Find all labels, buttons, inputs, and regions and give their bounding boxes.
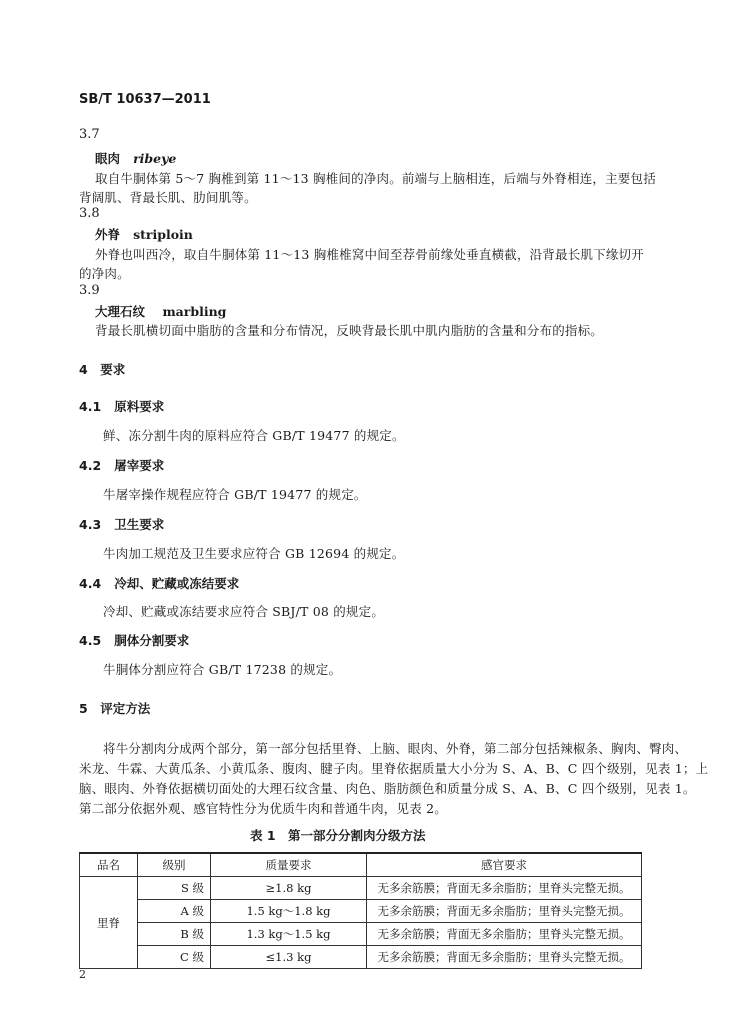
clause-4-1-heading <box>79 397 164 415</box>
clause-3-7-term <box>95 149 176 167</box>
sensory-cell: 无多余筋膜；背面无多余脂肪；里脊头完整无损。 <box>367 900 642 923</box>
header-cell: 质量要求 <box>211 853 367 877</box>
clause-4-5-heading <box>79 631 189 649</box>
chapter-5-line: 脑、眼肉、外脊依据横切面处的大理石纹含量、肉色、脂肪颜色和质量分成 S、A、B、C 四个级别，见表 1。 <box>79 781 696 796</box>
sensory-cell: 无多余筋膜；背面无多余脂肪；里脊头完整无损。 <box>367 923 642 946</box>
clause-4-4-text: 冷却、贮藏或冻结要求应符合 SBJ/T 08 的规定。 <box>103 604 385 619</box>
clause-title: 冷却、贮藏或冻结要求 <box>114 576 240 591</box>
clause-4-3-text: 牛肉加工规范及卫生要求应符合 GB 12694 的规定。 <box>103 546 405 561</box>
table-1-caption: 表 1 第一部分分割肉分级方法 <box>250 828 426 843</box>
clause-title: 屠宰要求 <box>114 458 165 473</box>
clause-4-2-text: 牛屠宰操作规程应符合 GB/T 19477 的规定。 <box>103 487 367 502</box>
table-header-row <box>80 853 642 877</box>
chapter-4-heading: 4 要求 <box>79 362 126 377</box>
clause-title: 原料要求 <box>114 399 165 414</box>
clause-3-7-line: 背阔肌、背最长肌、肋间肌等。 <box>79 190 257 205</box>
table-row <box>80 946 642 969</box>
mass-cell: 1.5 kg～1.8 kg <box>211 900 367 923</box>
grade-cell: C 级 <box>138 946 211 969</box>
table-row <box>80 877 642 900</box>
header-cell: 感官要求 <box>367 853 642 877</box>
clause-3-9-line: 背最长肌横切面中脂肪的含量和分布情况，反映背最长肌中肌内脂肪的含量和分布的指标。 <box>95 323 604 338</box>
mass-cell: ≤1.3 kg <box>211 946 367 969</box>
header-cell: 级别 <box>138 853 211 877</box>
sensory-cell: 无多余筋膜；背面无多余脂肪；里脊头完整无损。 <box>367 877 642 900</box>
grade-cell: B 级 <box>138 923 211 946</box>
clause-number: 4.4 <box>79 576 102 591</box>
page-number: 2 <box>79 968 86 981</box>
clause-4-1-text: 鲜、冻分割牛肉的原料应符合 GB/T 19477 的规定。 <box>103 428 405 443</box>
clause-title: 胴体分割要求 <box>114 633 190 648</box>
clause-3-7-number: 3.7 <box>79 127 100 142</box>
grade-cell: A 级 <box>138 900 211 923</box>
standard-number: SB/T 10637—2011 <box>79 92 211 107</box>
chapter-5-heading: 5 评定方法 <box>79 701 151 716</box>
mass-cell: ≥1.8 kg <box>211 877 367 900</box>
chapter-5-line: 米龙、牛霖、大黄瓜条、小黄瓜条、腹肉、腱子肉。里脊依据质量大小分为 S、A、B、C 四个级别，见表 1；上 <box>79 761 709 776</box>
clause-3-9-term <box>95 302 226 320</box>
term-en: striploin <box>133 227 193 242</box>
clause-4-3-heading <box>79 515 164 533</box>
table-1 <box>79 852 642 969</box>
clause-3-8-line: 外脊也叫西冷，取自牛胴体第 11～13 胸椎椎窝中间至荐骨前缘处垂直横截，沿背最长肌下缘切开 <box>95 247 644 262</box>
clause-3-8-line: 的净肉。 <box>79 266 130 281</box>
header-cell: 品名 <box>80 853 138 877</box>
chapter-5-line: 将牛分割肉分成两个部分，第一部分包括里脊、上脑、眼肉、外脊，第二部分包括辣椒条、胸肉、臀肉、 <box>103 741 688 756</box>
clause-3-9-number: 3.9 <box>79 283 100 298</box>
mass-cell: 1.3 kg～1.5 kg <box>211 923 367 946</box>
sensory-cell: 无多余筋膜；背面无多余脂肪；里脊头完整无损。 <box>367 946 642 969</box>
term-en: marbling <box>162 304 227 319</box>
clause-number: 4.2 <box>79 458 102 473</box>
clause-3-7-line: 取自牛胴体第 5～7 胸椎到第 11～13 胸椎间的净肉。前端与上脑相连，后端与外脊相连，主要包括 <box>95 171 656 186</box>
term-en: ribeye <box>133 151 177 166</box>
chapter-5-line: 第二部分依据外观、感官特性分为优质牛肉和普通牛肉，见表 2。 <box>79 801 447 816</box>
term-cn: 大理石纹 <box>95 304 146 319</box>
clause-4-2-heading <box>79 456 164 474</box>
grade-cell: S 级 <box>138 877 211 900</box>
clause-title: 卫生要求 <box>114 517 165 532</box>
clause-4-5-text: 牛胴体分割应符合 GB/T 17238 的规定。 <box>103 662 342 677</box>
term-cn: 外脊 <box>95 227 121 242</box>
table-row <box>80 923 642 946</box>
clause-number: 4.3 <box>79 517 102 532</box>
clause-4-4-heading <box>79 574 239 592</box>
product-cell: 里脊 <box>80 877 138 969</box>
clause-number: 4.5 <box>79 633 102 648</box>
clause-3-8-term <box>95 225 193 243</box>
clause-number: 4.1 <box>79 399 102 414</box>
table-row <box>80 900 642 923</box>
term-cn: 眼肉 <box>95 151 121 166</box>
clause-3-8-number: 3.8 <box>79 206 100 221</box>
